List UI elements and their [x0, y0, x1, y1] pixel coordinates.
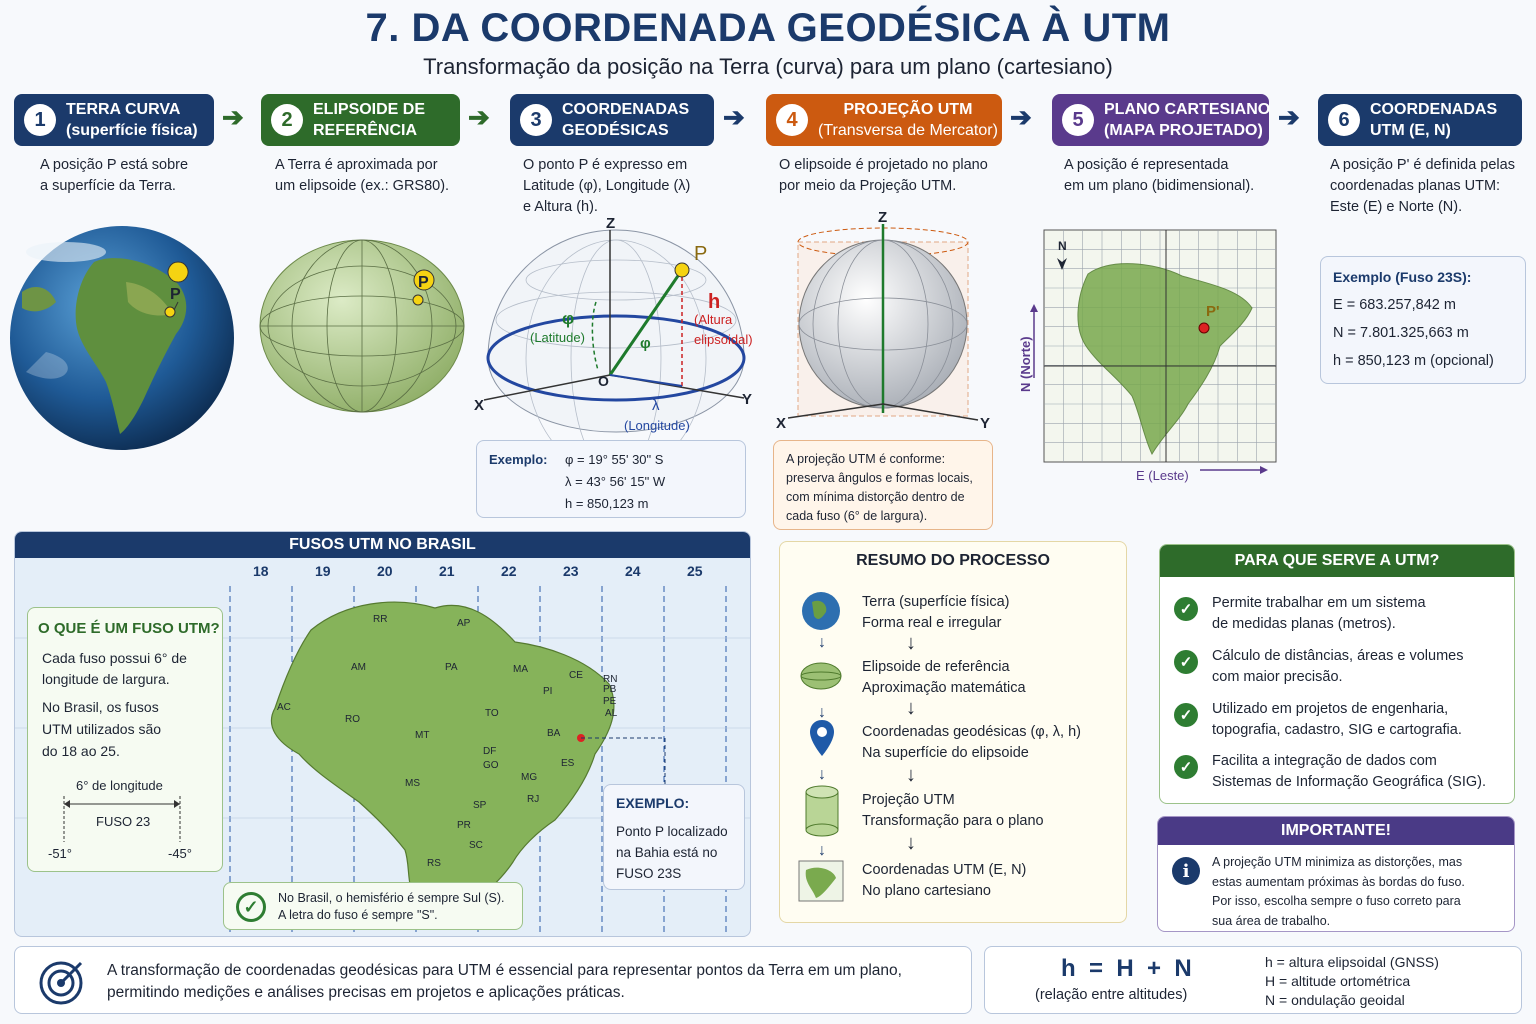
- zone-label: 24: [625, 563, 641, 579]
- step-1-description: A posição P está sobre a superfície da Terra.: [40, 157, 189, 194]
- svg-text:λ: λ: [652, 397, 660, 414]
- check-circle-icon: ✓: [1174, 597, 1198, 621]
- ellipsoid-illustration: [258, 236, 466, 416]
- step-3-description: O ponto P é expresso em Latitude (φ), Longitude (λ) e Altura (h).: [523, 157, 691, 215]
- step-label: PLANO CARTESIANO: [1104, 101, 1271, 118]
- page-subtitle: Transformação da posição na Terra (curva) para um plano (cartesiano): [423, 54, 1113, 79]
- state-label: PB: [603, 684, 617, 695]
- state-label: ES: [561, 758, 575, 769]
- target-icon: [39, 959, 85, 1005]
- state-label: AP: [457, 618, 471, 629]
- step-2-header: [261, 94, 460, 146]
- arrow-right-icon: ➔: [222, 102, 244, 132]
- svg-text:elipsoidal): elipsoidal): [694, 332, 753, 347]
- zone-label: 19: [315, 563, 331, 579]
- svg-text:Z: Z: [606, 215, 616, 232]
- utm-purpose-panel: PARA QUE SERVE A UTM? ✓ Permite trabalhar em um sistema de medidas planas (metros). ✓ Cálculo de distâncias, áreas e volumes com maior precisão. ✓ Utilizado em projetos de engenharia, topografia, cadastro, SIG e cartografia. ✓ Facilita a integração de dados com Sistemas de Informação Geográfica (SIG).: [1159, 544, 1515, 804]
- projection-note-box: A projeção UTM é conforme: preserva ângulos e formas locais, com mínima distorção dentro de cada fuso (6° de largura).: [773, 440, 993, 530]
- arrow-right-icon: ➔: [723, 102, 745, 132]
- state-label: AL: [605, 708, 618, 719]
- step-label: GEODÉSICAS: [562, 122, 669, 139]
- step-3-header: [510, 94, 714, 146]
- state-label: MG: [521, 772, 538, 783]
- state-label: GO: [483, 760, 499, 771]
- step-4-header: [766, 94, 1002, 146]
- geodetic-coordinates-diagram: [472, 210, 762, 440]
- step-6-header: [1318, 94, 1522, 146]
- state-label: MT: [415, 730, 430, 741]
- check-circle-icon: ✓: [1174, 650, 1198, 674]
- svg-text:Z: Z: [878, 209, 888, 226]
- step-label: COORDENADAS: [562, 101, 690, 118]
- point-p-label: P: [418, 274, 429, 291]
- step-label: REFERÊNCIA: [313, 122, 418, 139]
- cylinder-icon: [804, 784, 840, 843]
- south-hemisphere-note: ✓ No Brasil, o hemisfério é sempre Sul (S). A letra do fuso é sempre "S".: [223, 882, 523, 930]
- svg-text:φ: φ: [640, 335, 651, 352]
- svg-text:(Longitude): (Longitude): [624, 418, 690, 433]
- check-circle-icon: ✓: [1174, 755, 1198, 779]
- state-label: BA: [547, 728, 561, 739]
- zone-label: 18: [253, 563, 269, 579]
- important-note-panel: IMPORTANTE! i A projeção UTM minimiza as distorções, mas estas aumentam próximas às bordas do fuso. Por isso, escolha sempre o fuso correto para sua área de trabalho.: [1157, 816, 1515, 932]
- arrow-down-icon: ↓: [906, 832, 916, 854]
- altitude-formula-box: h = H + N (relação entre altitudes) h = altura elipsoidal (GNSS) H = altitude ortométrica N = ondulação geoidal: [984, 946, 1522, 1014]
- state-label: TO: [485, 708, 499, 719]
- svg-text:Y: Y: [742, 391, 753, 408]
- utm-projection-diagram: [772, 208, 1000, 436]
- arrow-down-icon: ↓: [818, 634, 826, 651]
- state-label: SC: [469, 840, 483, 851]
- step-label: COORDENADAS: [1370, 101, 1498, 118]
- point-p-label: P: [170, 286, 181, 303]
- step-4-description: O elipsoide é projetado no plano por meio da Projeção UTM.: [779, 157, 988, 194]
- step-number: 2: [271, 104, 303, 136]
- map-icon: [798, 860, 844, 907]
- state-label: SP: [473, 800, 487, 811]
- zone-label: 22: [501, 563, 517, 579]
- step-number: 5: [1062, 104, 1094, 136]
- arrow-down-icon: ↓: [818, 704, 826, 721]
- arrow-down-icon: ↓: [906, 632, 916, 654]
- state-label: RN: [603, 674, 618, 685]
- step-number: 3: [520, 104, 552, 136]
- step-number: 6: [1328, 104, 1360, 136]
- page-title: 7. DA COORDENADA GEODÉSICA À UTM: [365, 6, 1171, 50]
- zone-label: 21: [439, 563, 455, 579]
- state-label: DF: [483, 746, 497, 757]
- step-label: ELIPSOIDE DE: [313, 101, 426, 118]
- arrow-right-icon: ➔: [1010, 102, 1032, 132]
- zone-label: 23: [563, 563, 579, 579]
- ellipsoid-icon: [800, 660, 842, 697]
- arrow-down-icon: ↓: [906, 697, 916, 719]
- check-circle-icon: ✓: [236, 892, 266, 922]
- state-label: PI: [543, 686, 553, 697]
- state-label: PR: [457, 820, 471, 831]
- svg-text:X: X: [776, 415, 787, 432]
- process-summary-panel: RESUMO DO PROCESSO ↓ ↓ ↓ ↓ Terra (superfície física) Forma real e irregular ↓ Elipsoide de referência Aproximação matemática ↓ Coordenadas geodésicas (φ, λ, h) Na superfície do elipsoide ↓ Projeção UTM Transformação para o plano ↓ Coordenadas UTM (E, N) No plano cartesiano: [779, 541, 1127, 923]
- panel-title: FUSOS UTM NO BRASIL: [15, 532, 750, 558]
- projected-map-diagram: [1014, 228, 1284, 488]
- svg-text:P': P': [1206, 303, 1220, 320]
- svg-text:Y: Y: [980, 415, 991, 432]
- step-label: UTM (E, N): [1370, 122, 1451, 139]
- step-label: PROJEÇÃO UTM: [843, 101, 973, 118]
- svg-text:P: P: [694, 243, 708, 265]
- step-2-description: A Terra é aproximada por um elipsoide (ex.: GRS80).: [275, 157, 450, 194]
- state-label: CE: [569, 670, 583, 681]
- state-label: PE: [603, 696, 617, 707]
- location-pin-icon: [808, 718, 836, 763]
- svg-text:(Latitude): (Latitude): [530, 330, 585, 345]
- step-6-description: A posição P' é definida pelas coordenadas planas UTM: Este (E) e Norte (N).: [1330, 157, 1515, 215]
- state-label: PA: [445, 662, 458, 673]
- svg-text:E (Leste): E (Leste): [1136, 468, 1189, 483]
- state-label: RS: [427, 858, 441, 869]
- utm-zones-brazil-panel: [14, 531, 751, 937]
- step-label: TERRA CURVA: [66, 101, 181, 118]
- state-label: RJ: [527, 794, 540, 805]
- svg-text:N: N: [1058, 239, 1067, 253]
- step-5-header: [1052, 94, 1269, 146]
- earth-icon: [800, 590, 842, 637]
- info-icon: i: [1172, 857, 1200, 885]
- state-label: AC: [277, 702, 291, 713]
- svg-text:φ: φ: [562, 309, 575, 328]
- step-label: (superfície física): [66, 122, 198, 139]
- arrow-down-icon: ↓: [818, 842, 826, 859]
- what-is-utm-zone-box: O QUE É UM FUSO UTM? Cada fuso possui 6° de longitude de largura. No Brasil, os fusos UTM utilizados são do 18 ao 25. 6° de longitude FUSO 23 -51° -45°: [27, 607, 223, 872]
- earth-globe-illustration: [6, 222, 238, 454]
- step-1-header: [14, 94, 214, 146]
- zone-label: 25: [687, 563, 703, 579]
- state-label: MS: [405, 778, 420, 789]
- step-number: 4: [776, 104, 808, 136]
- arrow-down-icon: ↓: [818, 766, 826, 783]
- step-5-description: A posição é representada em um plano (bidimensional).: [1064, 157, 1255, 194]
- svg-text:(Altura: (Altura: [694, 312, 733, 327]
- arrow-down-icon: ↓: [906, 764, 916, 786]
- arrow-right-icon: ➔: [468, 102, 490, 132]
- check-circle-icon: ✓: [1174, 703, 1198, 727]
- state-label: RR: [373, 614, 388, 625]
- zone-example-box: EXEMPLO: Ponto P localizado na Bahia está no FUSO 23S: [603, 784, 745, 890]
- step-label: (Transversa de Mercator): [818, 122, 998, 139]
- footer-summary: A transformação de coordenadas geodésicas para UTM é essencial para representar pontos da Terra em um plano, permitindo medições e análises precisas em projetos e aplicações práticas.: [14, 946, 972, 1014]
- utm-example-box: Exemplo (Fuso 23S): E = 683.257,842 m N = 7.801.325,663 m h = 850,123 m (opcional): [1320, 256, 1526, 384]
- state-label: RO: [345, 714, 360, 725]
- state-label: AM: [351, 662, 366, 673]
- step-number: 1: [24, 104, 56, 136]
- geodetic-example-box: Exemplo: φ = 19° 55' 30" S λ = 43° 56' 15" W h = 850,123 m: [476, 440, 746, 518]
- zone-label: 20: [377, 563, 393, 579]
- state-label: MA: [513, 664, 528, 675]
- svg-text:O: O: [598, 373, 609, 389]
- step-label: (MAPA PROJETADO): [1104, 122, 1263, 139]
- svg-text:h: h: [708, 291, 721, 313]
- arrow-right-icon: ➔: [1278, 102, 1300, 132]
- svg-text:N (Norte): N (Norte): [1018, 336, 1033, 392]
- svg-text:X: X: [474, 397, 485, 414]
